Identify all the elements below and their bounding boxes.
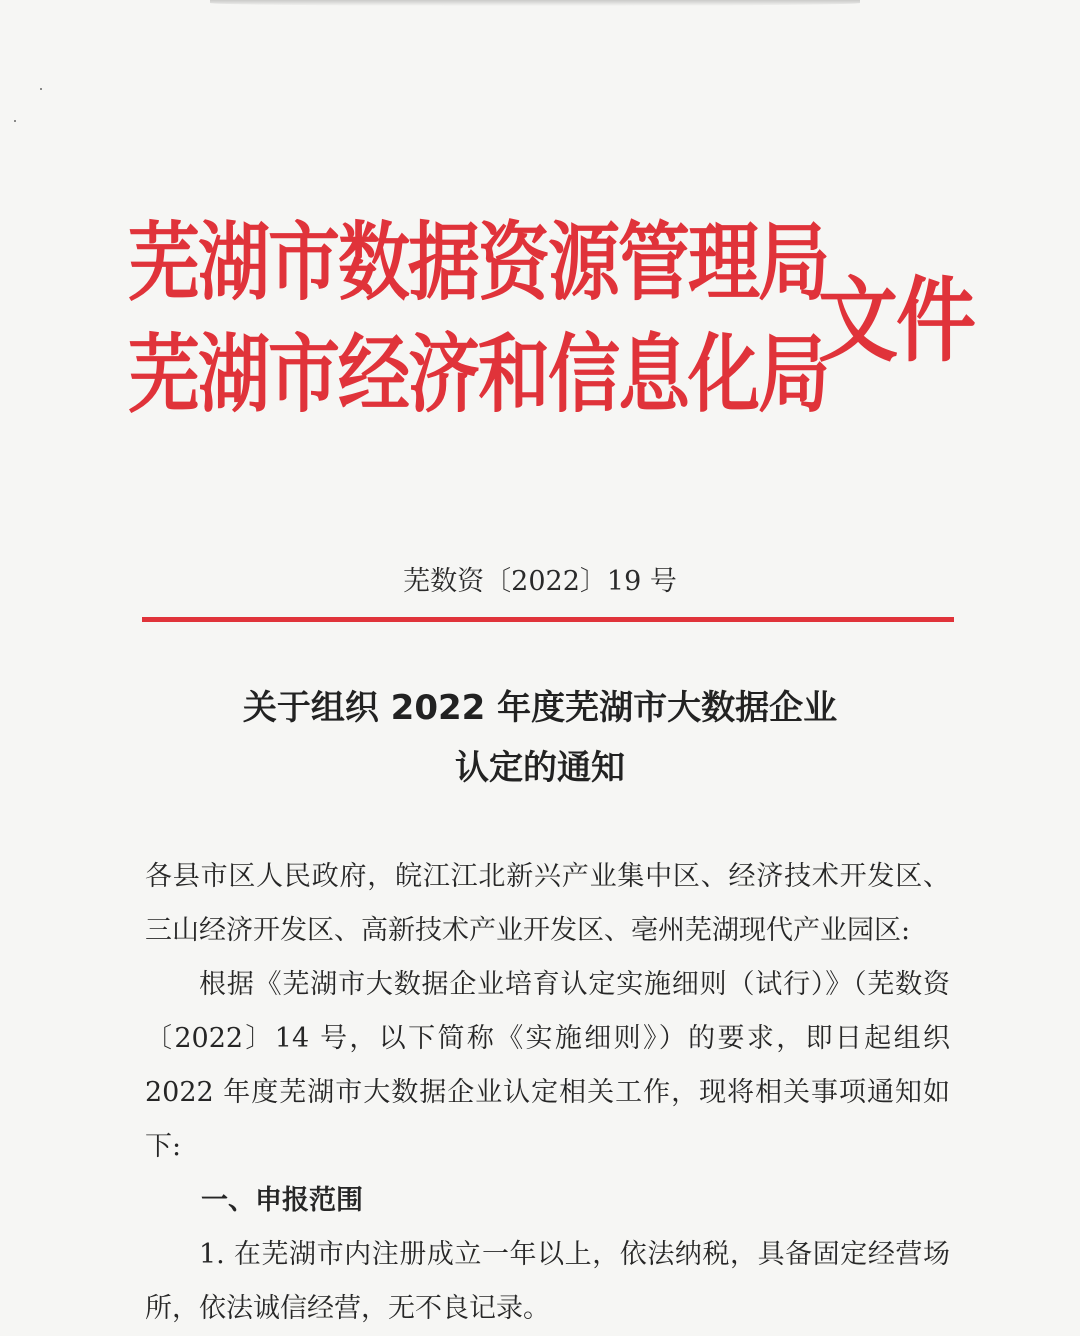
scan-speck — [40, 88, 42, 90]
scope-item-1: 1. 在芜湖市内注册成立一年以上，依法纳税，具备固定经营场所，依法诚信经营，无不良记录。 — [145, 1239, 950, 1324]
document-number: 芜数资〔2022〕19 号 — [403, 566, 677, 597]
notice-body — [145, 850, 950, 1336]
intro-paragraph: 根据《芜湖市大数据企业培育认定实施细则（试行）》（芜数资〔2022〕14 号，以下简称《实施细则》）的要求，即日起组织 2022 年度芜湖市大数据企业认定相关工作，现将相关事项通知如下: — [145, 969, 950, 1162]
document-label: 文件 — [818, 267, 974, 375]
red-divider-line — [142, 617, 954, 622]
agency-name-economy-it-bureau: 芜湖市经济和信息化局 — [128, 324, 829, 424]
agency-name-data-resources-bureau: 芜湖市数据资源管理局 — [128, 212, 829, 312]
scan-edge-shadow — [210, 0, 860, 6]
addressee-paragraph: 各县市区人民政府，皖江江北新兴产业集中区、经济技术开发区、三山经济开发区、高新技术产业开发区、亳州芜湖现代产业园区: — [145, 861, 950, 946]
notice-title-line-2: 认定的通知 — [455, 748, 625, 788]
section-heading-scope: 一、申报范围 — [201, 1185, 363, 1216]
notice-title-line-1: 关于组织 2022 年度芜湖市大数据企业 — [242, 688, 838, 728]
issuing-agencies-header — [128, 208, 988, 438]
scan-speck — [14, 120, 16, 122]
